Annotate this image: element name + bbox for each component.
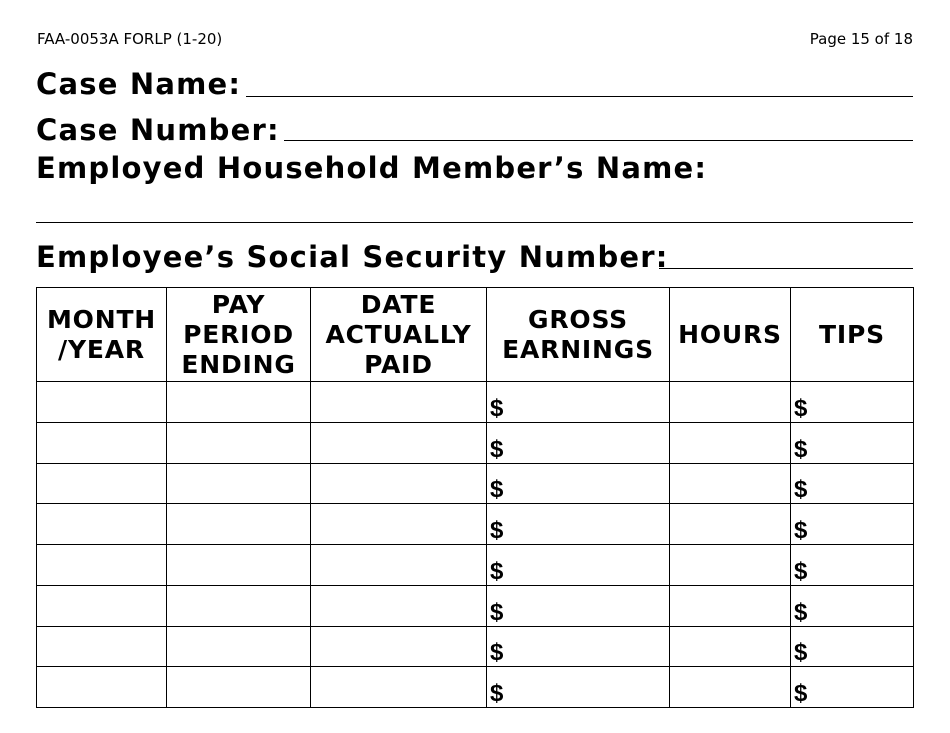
month-year-cell[interactable]	[37, 463, 167, 504]
col-tips: TIPS	[791, 288, 914, 382]
dollar-sign: $	[490, 517, 504, 544]
month-year-cell[interactable]	[37, 667, 167, 708]
table-row	[37, 667, 914, 708]
pay-period-ending-cell[interactable]	[167, 667, 311, 708]
gross-earnings-cell[interactable]	[487, 585, 670, 626]
gross-earnings-cell[interactable]	[487, 667, 670, 708]
date-actually-paid-cell[interactable]	[311, 504, 487, 545]
table-header-row	[37, 288, 914, 382]
household-member-label: Employed Household Member’s Name:	[36, 151, 708, 185]
col-month-year: MONTH /YEAR	[37, 288, 167, 382]
date-actually-paid-cell[interactable]	[311, 382, 487, 423]
date-actually-paid-cell[interactable]	[311, 626, 487, 667]
date-actually-paid-cell[interactable]	[311, 463, 487, 504]
ssn-label: Employee’s Social Security Number:	[36, 240, 669, 274]
dollar-sign: $	[490, 598, 504, 626]
hours-cell[interactable]	[670, 463, 791, 504]
table-row	[37, 463, 914, 504]
case-number-label: Case Number:	[36, 113, 280, 147]
table-row	[37, 422, 914, 463]
col-gross-earnings: GROSS EARNINGS	[487, 288, 670, 382]
tips-cell[interactable]	[791, 504, 914, 545]
col-date-actually-paid: DATE ACTUALLY PAID	[311, 288, 487, 382]
dollar-sign: $	[794, 394, 808, 422]
dollar-sign: $	[490, 435, 504, 463]
dollar-sign: $	[794, 435, 808, 463]
dollar-sign: $	[794, 476, 808, 504]
table-row	[37, 504, 914, 545]
pay-period-ending-cell[interactable]	[167, 422, 311, 463]
ssn-field[interactable]	[659, 268, 913, 269]
table-row	[37, 585, 914, 626]
month-year-cell[interactable]	[37, 545, 167, 586]
case-name-label: Case Name:	[36, 67, 242, 101]
col-pay-period-ending: PAY PERIOD ENDING	[167, 288, 311, 382]
hours-cell[interactable]	[670, 504, 791, 545]
hours-cell[interactable]	[670, 626, 791, 667]
month-year-cell[interactable]	[37, 422, 167, 463]
dollar-sign: $	[490, 639, 504, 667]
gross-earnings-cell[interactable]	[487, 382, 670, 423]
month-year-cell[interactable]	[37, 626, 167, 667]
tips-cell[interactable]	[791, 463, 914, 504]
dollar-sign: $	[490, 476, 504, 504]
tips-cell[interactable]	[791, 422, 914, 463]
hours-cell[interactable]	[670, 545, 791, 586]
hours-cell[interactable]	[670, 382, 791, 423]
case-name-field[interactable]	[246, 96, 913, 97]
table-row	[37, 626, 914, 667]
pay-period-ending-cell[interactable]	[167, 545, 311, 586]
dollar-sign: $	[794, 598, 808, 626]
date-actually-paid-cell[interactable]	[311, 545, 487, 586]
hours-cell[interactable]	[670, 667, 791, 708]
table-row	[37, 382, 914, 423]
tips-cell[interactable]	[791, 667, 914, 708]
date-actually-paid-cell[interactable]	[311, 422, 487, 463]
gross-earnings-cell[interactable]	[487, 463, 670, 504]
gross-earnings-cell[interactable]	[487, 545, 670, 586]
month-year-cell[interactable]	[37, 585, 167, 626]
tips-cell[interactable]	[791, 585, 914, 626]
tips-cell[interactable]	[791, 382, 914, 423]
gross-earnings-cell[interactable]	[487, 422, 670, 463]
dollar-sign: $	[794, 639, 808, 667]
earnings-table	[36, 287, 914, 708]
page-number: Page 15 of 18	[809, 30, 913, 48]
pay-period-ending-cell[interactable]	[167, 382, 311, 423]
dollar-sign: $	[490, 557, 504, 585]
pay-period-ending-cell[interactable]	[167, 585, 311, 626]
pay-period-ending-cell[interactable]	[167, 626, 311, 667]
month-year-cell[interactable]	[37, 382, 167, 423]
case-number-field[interactable]	[284, 140, 913, 141]
tips-cell[interactable]	[791, 545, 914, 586]
household-member-field[interactable]	[36, 222, 913, 223]
hours-cell[interactable]	[670, 585, 791, 626]
dollar-sign: $	[490, 394, 504, 422]
month-year-cell[interactable]	[37, 504, 167, 545]
pay-period-ending-cell[interactable]	[167, 463, 311, 504]
date-actually-paid-cell[interactable]	[311, 667, 487, 708]
form-id: FAA-0053A FORLP (1-20)	[37, 30, 223, 48]
date-actually-paid-cell[interactable]	[311, 585, 487, 626]
tips-cell[interactable]	[791, 626, 914, 667]
dollar-sign: $	[490, 680, 504, 707]
col-hours: HOURS	[670, 288, 791, 382]
dollar-sign: $	[794, 557, 808, 585]
dollar-sign: $	[794, 680, 808, 707]
gross-earnings-cell[interactable]	[487, 504, 670, 545]
hours-cell[interactable]	[670, 422, 791, 463]
pay-period-ending-cell[interactable]	[167, 504, 311, 545]
table-row	[37, 545, 914, 586]
gross-earnings-cell[interactable]	[487, 626, 670, 667]
dollar-sign: $	[794, 517, 808, 544]
